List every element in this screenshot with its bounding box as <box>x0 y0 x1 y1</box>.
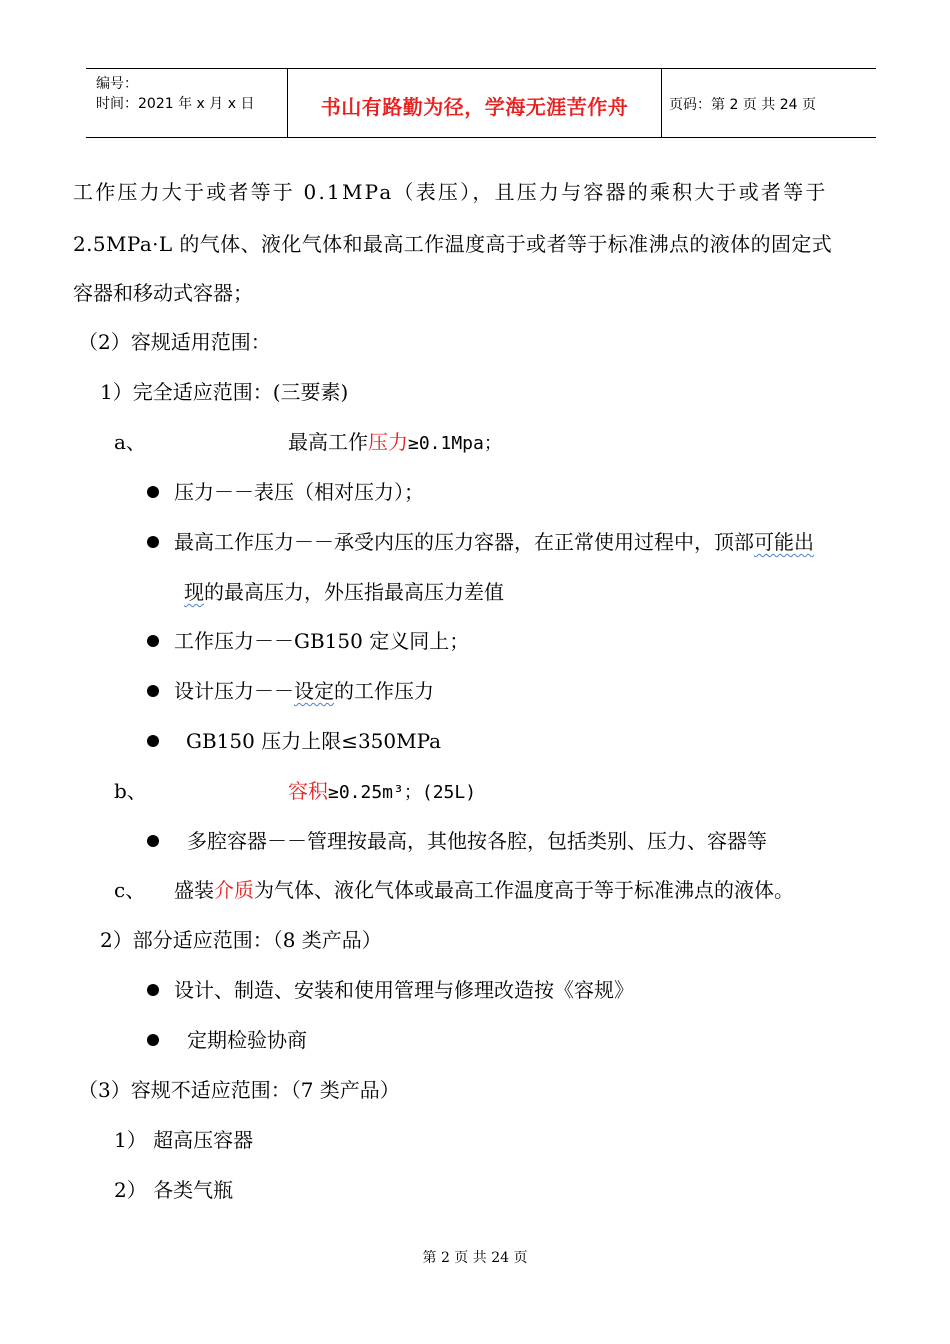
page-footer: 第 2 页 共 24 页 <box>422 1250 528 1266</box>
item-b-bullet-1: 多腔容器－－管理按最高，其他按各腔，包括类别、压力、容器等 <box>187 829 767 853</box>
item-a-bullet-2-line-2 <box>184 580 504 604</box>
header-page-cell <box>661 69 876 137</box>
paragraph-line-1: 工作压力大于或者等于 0.1MPa（表压），且压力与容器的乘积大于或者等于 <box>73 180 828 204</box>
item-a-text-pre: 最高工作 <box>288 430 368 454</box>
section-2-1-title: 1）完全适应范围：(三要素) <box>100 380 349 404</box>
item-c-text-pre: 盛装 <box>174 878 214 902</box>
header-motto: 书山有路勤为径，学海无涯苦作舟 <box>320 95 629 119</box>
section-2-2-bullet-1: 设计、制造、安装和使用管理与修理改造按《容规》 <box>174 978 634 1002</box>
bullet-icon <box>147 984 159 996</box>
item-a-bullet-3: 工作压力－－GB150 定义同上； <box>174 629 470 653</box>
bullet-icon <box>147 835 159 847</box>
item-a-bullet-2-line-2-rest: 的最高压力，外压指最高压力差值 <box>204 580 504 604</box>
item-a-bullet-2-pre: 最高工作压力－－承受内压的压力容器，在正常使用过程中，顶部 <box>174 530 754 554</box>
bullet-icon <box>147 536 159 548</box>
item-a-bullet-4 <box>174 679 434 703</box>
header-meta-cell <box>86 69 286 137</box>
header-number-label: 编号： <box>96 76 138 92</box>
paragraph-line-3: 容器和移动式容器； <box>73 281 253 305</box>
item-c-text-red: 介质 <box>214 878 254 902</box>
bullet-icon <box>147 1034 159 1046</box>
item-a-label: a、 <box>114 430 146 454</box>
item-c-text <box>174 878 794 902</box>
item-a-text-red: 压力 <box>368 430 408 454</box>
item-b-text-red: 容积 <box>288 779 328 803</box>
section-3-item-1: 1） 超高压容器 <box>114 1128 254 1152</box>
section-3-item-2: 2） 各类气瓶 <box>114 1178 234 1202</box>
bullet-icon <box>147 486 159 498</box>
item-a-text <box>288 430 502 456</box>
section-2-2-title: 2）部分适应范围：（8 类产品） <box>100 928 382 952</box>
bullet-icon <box>147 635 159 647</box>
item-a-bullet-2-line-2-wavy: 现 <box>184 580 204 604</box>
item-b-text-post: ≥0.25m³；(25L) <box>328 782 477 803</box>
item-c-label: c、 <box>114 878 146 902</box>
item-c-text-post: 为气体、液化气体或最高工作温度高于等于标准沸点的液体。 <box>254 878 794 902</box>
page-header <box>86 68 876 138</box>
bullet-icon <box>147 685 159 697</box>
item-b-label: b、 <box>114 779 147 803</box>
bullet-icon <box>147 735 159 747</box>
header-time-label: 时间：2021 年 x 月 x 日 <box>96 96 255 112</box>
item-a-bullet-2-line-1 <box>174 530 814 554</box>
section-3-title: （3）容规不适应范围：（7 类产品） <box>78 1078 400 1102</box>
paragraph-line-2: 2.5MPa·L 的气体、液化气体和最高工作温度高于或者等于标准沸点的液体的固定式 <box>73 232 833 256</box>
item-a-bullet-1: 压力－－表压（相对压力）； <box>174 480 424 504</box>
section-2-2-bullet-2: 定期检验协商 <box>187 1028 307 1052</box>
item-a-bullet-4-wavy: 设定 <box>294 679 334 703</box>
item-b-text <box>288 779 476 805</box>
item-a-bullet-5: GB150 压力上限≤350MPa <box>186 729 442 753</box>
item-a-text-post: ≥0.1Mpa； <box>408 433 502 454</box>
section-2-title: （2）容规适用范围： <box>78 330 271 354</box>
item-a-bullet-4-post: 的工作压力 <box>334 679 434 703</box>
item-a-bullet-4-pre: 设计压力－－ <box>174 679 294 703</box>
header-motto-cell <box>287 69 662 137</box>
header-page-label: 页码：第 2 页 共 24 页 <box>669 97 816 113</box>
item-a-bullet-2-wavy: 可能出 <box>754 530 814 554</box>
